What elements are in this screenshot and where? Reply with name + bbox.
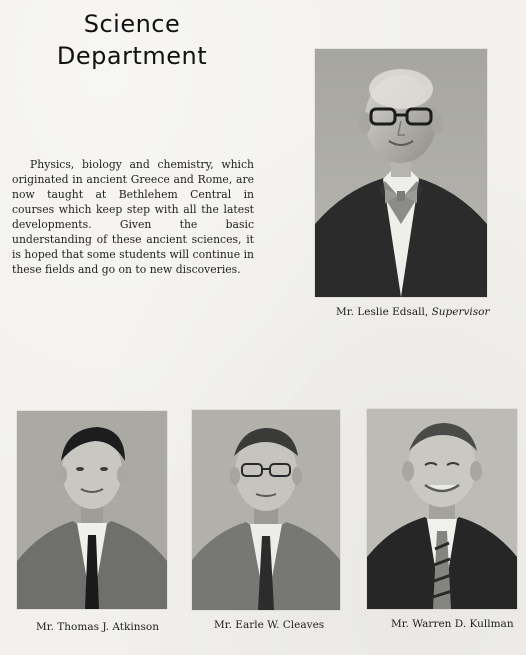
supervisor-role: Supervisor (431, 306, 490, 318)
intro-paragraph: Physics, biology and chemistry, which originated in ancient Greece and Rome, are now taught at Bethlehem Central in courses which keep step with all the latest developments. Given the basic understanding of these ancient sciences, it is hoped that some students will continue in these fields and go on to new discoveries. (12, 157, 254, 276)
supervisor-portrait (315, 49, 487, 297)
portrait-figure (315, 49, 487, 297)
page-title (52, 8, 212, 72)
portrait-figure (367, 409, 517, 609)
supervisor-caption (336, 305, 490, 319)
staff-portrait-3 (367, 409, 517, 609)
staff-portrait-1 (17, 411, 167, 609)
supervisor-name: Mr. Leslie Edsall, (336, 306, 429, 318)
portrait-figure (17, 411, 167, 609)
staff-caption-2: Mr. Earle W. Cleaves (214, 619, 325, 631)
title-line-2: Department (56, 42, 208, 70)
staff-caption-1: Mr. Thomas J. Atkinson (36, 621, 159, 633)
portrait-figure (192, 410, 340, 610)
staff-portrait-2 (192, 410, 340, 610)
staff-caption-3: Mr. Warren D. Kullman (391, 618, 514, 630)
title-line-1: Science (83, 10, 181, 38)
